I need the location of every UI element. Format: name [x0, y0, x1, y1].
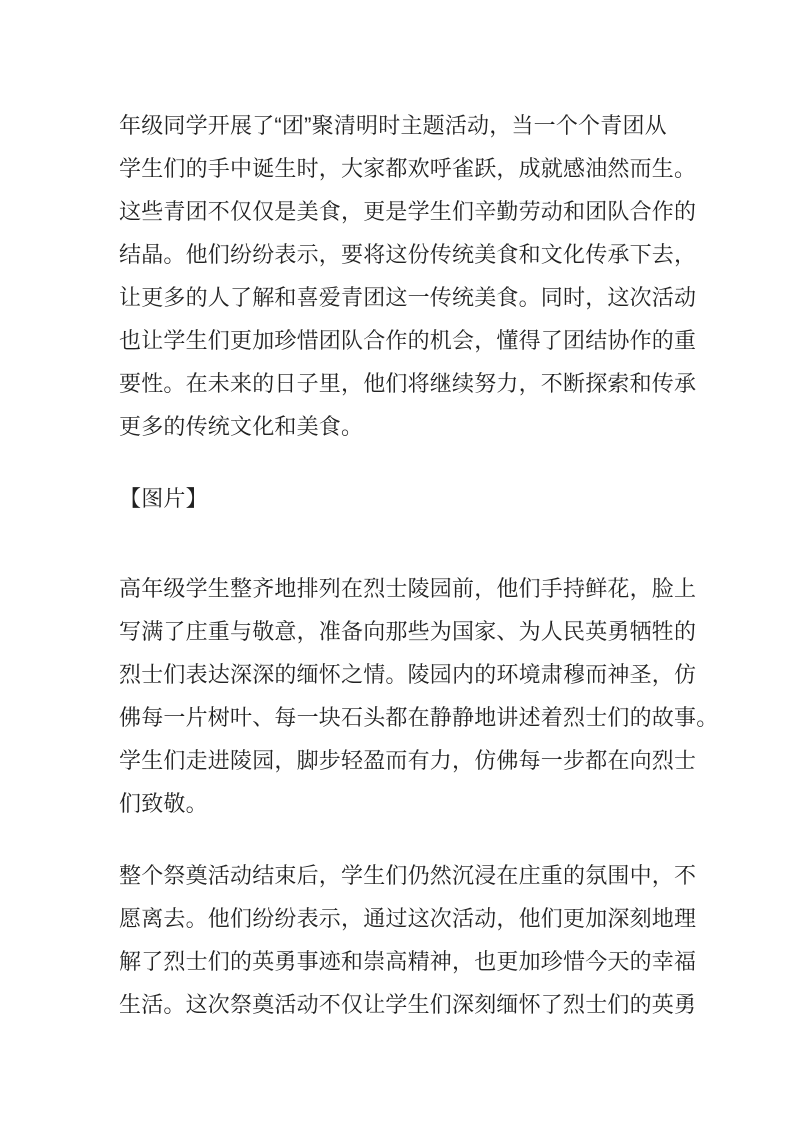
body-paragraph-jidian	[119, 854, 697, 1026]
text-line: 解了烈士们的英勇事迹和崇高精神，也更加珍惜今天的幸福	[119, 949, 697, 974]
body-paragraph-lingyuan	[119, 567, 719, 825]
text-line: 写满了庄重与敬意，准备向那些为国家、为人民英勇牺牲的	[119, 619, 697, 644]
text-line: 佛每一片树叶、每一块石头都在静静地讲述着烈士们的故事。	[119, 705, 719, 730]
body-paragraph-qingtuan	[119, 104, 697, 448]
text-line: 学生们的手中诞生时，大家都欢呼雀跃，成就感油然而生。	[119, 156, 697, 181]
text-line: 整个祭奠活动结束后，学生们仍然沉浸在庄重的氛围中，不	[119, 863, 697, 888]
document-content	[119, 104, 719, 1026]
text-line: 【图片】	[119, 486, 208, 511]
image-placeholder	[119, 477, 679, 520]
text-line: 更多的传统文化和美食。	[119, 414, 364, 439]
text-line: 烈士们表达深深的缅怀之情。陵园内的环境肃穆而神圣，仿	[119, 662, 697, 687]
text-line: 也让学生们更加珍惜团队合作的机会，懂得了团结协作的重	[119, 328, 697, 353]
text-line: 高年级学生整齐地排列在烈士陵园前，他们手持鲜花，脸上	[119, 576, 697, 601]
text-line: 生活。这次祭奠活动不仅让学生们深刻缅怀了烈士们的英勇	[119, 992, 697, 1017]
text-line: 年级同学开展了“团”聚清明时主题活动，当一个个青团从	[119, 113, 667, 138]
text-line: 让更多的人了解和喜爱青团这一传统美食。同时，这次活动	[119, 285, 697, 310]
text-line: 这些青团不仅仅是美食，更是学生们辛勤劳动和团队合作的	[119, 199, 697, 224]
text-line: 愿离去。他们纷纷表示，通过这次活动，他们更加深刻地理	[119, 906, 697, 931]
text-line: 们致敬。	[119, 791, 208, 816]
text-line: 结晶。他们纷纷表示，要将这份传统美食和文化传承下去，	[119, 242, 697, 267]
text-line: 学生们走进陵园，脚步轻盈而有力，仿佛每一步都在向烈士	[119, 748, 697, 773]
text-line: 要性。在未来的日子里，他们将继续努力，不断探索和传承	[119, 371, 697, 396]
